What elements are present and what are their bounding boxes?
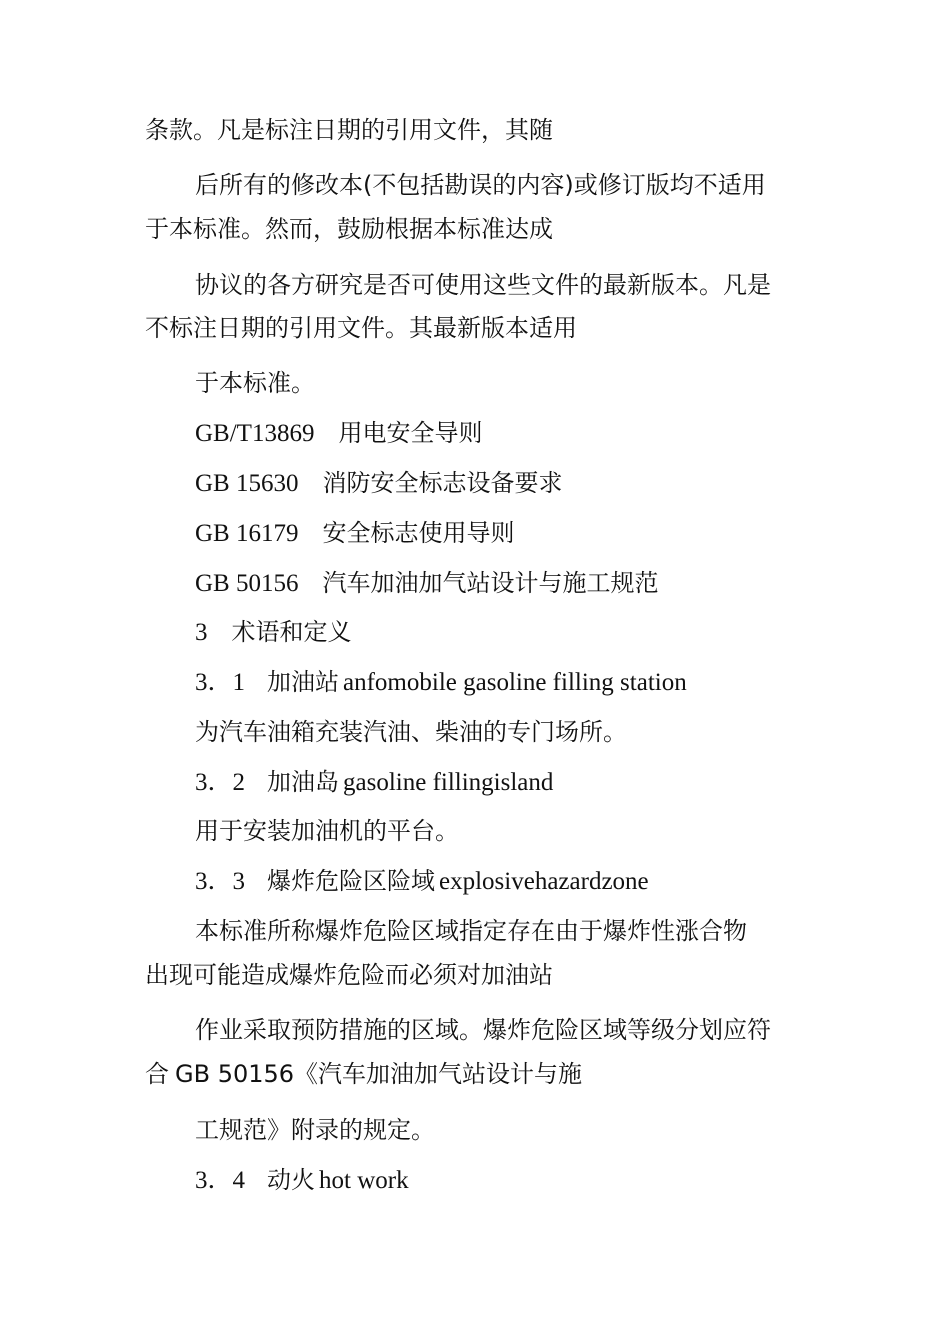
paragraph-line: 协议的各方研究是否可使用这些文件的最新版本。凡是 — [195, 271, 771, 299]
reference-code: GB 15630 — [195, 470, 299, 497]
term-zh: 加油站 — [267, 668, 340, 696]
term-number: 3．4 — [195, 1167, 246, 1194]
paragraph-line: 不标注日期的引用文件。其最新版本适用 — [145, 314, 577, 342]
reference-line — [195, 517, 514, 550]
term-heading — [195, 1164, 409, 1197]
paragraph-line: 后所有的修改本(不包括勘误的内容)或修订版均不适用 — [195, 171, 766, 199]
reference-line — [195, 567, 658, 600]
reference-line — [195, 417, 482, 450]
term-number: 3．3 — [195, 868, 246, 895]
paragraph-line: 于本标准。然而，鼓励根据本标准达成 — [145, 215, 553, 243]
paragraph-line: 于本标准。 — [195, 369, 315, 397]
term-number: 3．1 — [195, 669, 246, 696]
reference-title: 用电安全导则 — [338, 419, 483, 447]
section-title: 术语和定义 — [231, 618, 352, 646]
term-en: anfomobile gasoline filling station — [343, 669, 687, 696]
term-heading — [195, 766, 553, 799]
term-definition-line — [145, 1058, 582, 1090]
term-en: explosivehazardzone — [439, 868, 649, 895]
term-heading — [195, 865, 649, 898]
term-definition: 为汽车油箱充装汽油、柴油的专门场所。 — [195, 718, 627, 746]
term-definition-line: 工规范》附录的规定。 — [195, 1116, 435, 1144]
reference-code: GB 50156 — [195, 570, 299, 597]
term-definition-line: 作业采取预防措施的区域。爆炸危险区域等级分划应符 — [195, 1016, 771, 1044]
term-number: 3．2 — [195, 769, 246, 796]
term-heading — [195, 666, 687, 699]
section-number: 3 — [195, 619, 208, 646]
term-en: hot work — [319, 1167, 409, 1194]
term-zh: 爆炸危险区险域 — [267, 867, 436, 895]
line-prefix: 合 — [145, 1060, 169, 1088]
section-heading — [195, 616, 352, 649]
reference-code: GB/T13869 — [195, 420, 315, 447]
term-zh: 加油岛 — [267, 768, 340, 796]
reference-title: 安全标志使用导则 — [322, 519, 515, 547]
reference-title: 汽车加油加气站设计与施工规范 — [322, 569, 659, 597]
term-zh: 动火 — [267, 1166, 316, 1194]
term-en: gasoline fillingisland — [343, 769, 554, 796]
reference-line — [195, 467, 562, 500]
paragraph-line: 条款。凡是标注日期的引用文件，其随 — [145, 116, 553, 144]
term-definition-line: 本标准所称爆炸危险区域指定存在由于爆炸性涨合物 — [195, 917, 747, 945]
term-definition-line: 出现可能造成爆炸危险而必须对加油站 — [145, 961, 553, 989]
standard-reference: GB 50156《汽车加油加气站设计与施 — [175, 1060, 583, 1088]
reference-code: GB 16179 — [195, 520, 299, 547]
reference-title: 消防安全标志设备要求 — [322, 469, 563, 497]
term-definition: 用于安装加油机的平台。 — [195, 817, 459, 845]
